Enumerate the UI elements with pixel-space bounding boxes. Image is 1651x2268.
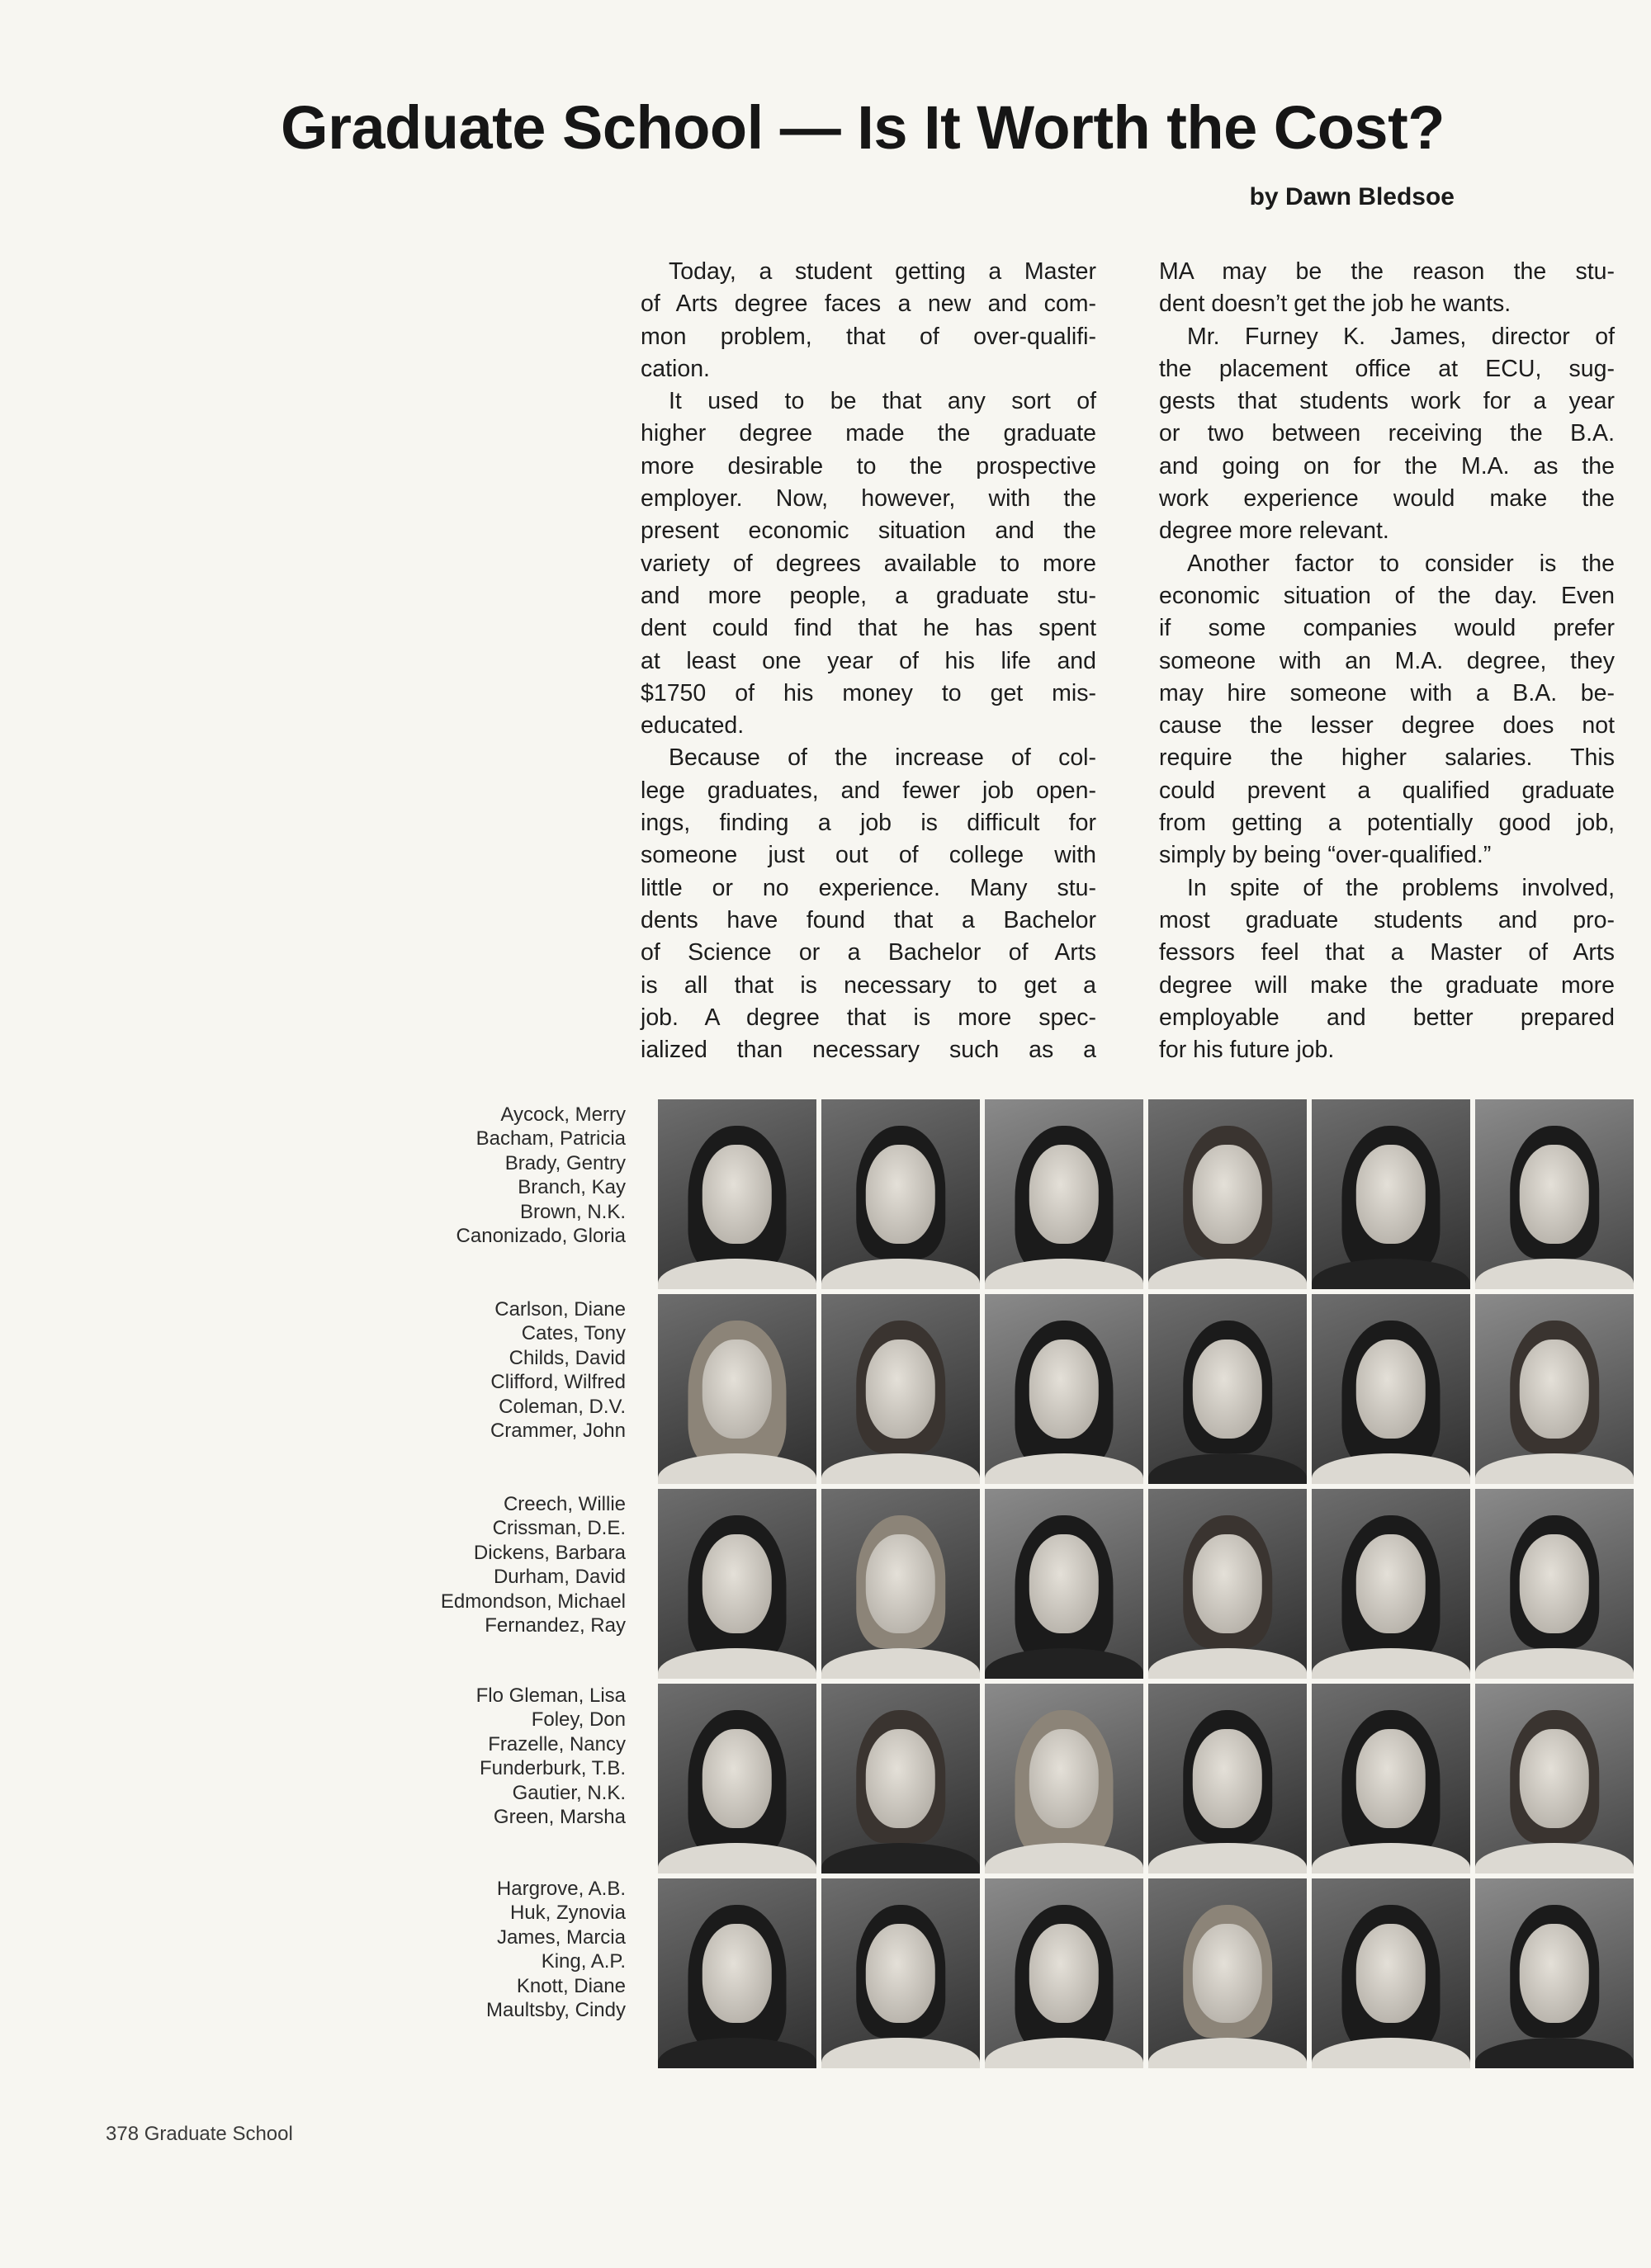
article-line: is all that is necessary to get a [641,971,1096,999]
face-shape [1356,1534,1426,1633]
student-name: Canonizado, Gloria [456,1225,626,1248]
shoulders-shape [985,1843,1143,1873]
student-portrait [1475,1294,1634,1484]
shoulders-shape [1312,1453,1470,1484]
student-name: Bacham, Patricia [475,1127,626,1151]
shoulders-shape [821,1843,980,1873]
article-line: lege graduates, and fewer job open- [641,777,1096,804]
student-name: Carlson, Diane [494,1298,626,1321]
article-column-right [1159,256,1615,1066]
byline: by Dawn Bledsoe [1249,183,1455,210]
article-line: degree more relevant. [1159,517,1389,545]
shoulders-shape [1148,1259,1307,1289]
article-line: cause the lesser degree does not [1159,712,1615,739]
student-portrait [1475,1684,1634,1873]
student-name: Childs, David [509,1346,626,1369]
article-line: dent could find that he has spent [641,615,1096,642]
student-portrait [1148,1294,1307,1484]
shoulders-shape [821,1453,980,1484]
page-title: Graduate School — Is It Worth the Cost? [281,93,1445,162]
article-line: simply by being “over-qualified.” [1159,842,1492,869]
shoulders-shape [821,1259,980,1289]
face-shape [866,1924,935,2023]
student-name: Aycock, Merry [500,1103,626,1126]
shoulders-shape [1475,1453,1634,1484]
student-name: James, Marcia [496,1925,626,1949]
article-line: $1750 of his money to get mis- [641,679,1096,706]
article-line: economic situation of the day. Even [1159,582,1615,609]
article-paragraph [1159,256,1615,321]
student-portrait [985,1099,1143,1289]
student-portrait [821,1684,980,1873]
shoulders-shape [821,1648,980,1679]
name-group [363,1684,626,1829]
shoulders-shape [658,2038,816,2068]
article-paragraph [641,256,1096,385]
student-name: Brown, N.K. [519,1200,626,1223]
student-portrait [985,1294,1143,1484]
article-line: higher degree made the graduate [641,420,1096,447]
student-portrait [1475,1878,1634,2068]
article-line: employable and better prepared [1159,1004,1615,1031]
student-portrait [985,1878,1143,2068]
shoulders-shape [658,1843,816,1873]
face-shape [866,1145,935,1244]
article-line: someone just out of college with [641,842,1096,869]
student-portrait [1475,1099,1634,1289]
face-shape [1520,1340,1589,1439]
student-portrait [1475,1489,1634,1679]
face-shape [1029,1145,1099,1244]
article-line: or two between receiving the B.A. [1159,420,1615,447]
article-paragraph [1159,872,1615,1067]
student-name: Foley, Don [531,1708,626,1732]
student-name: Cates, Tony [521,1322,626,1345]
student-name: Brady, Gentry [504,1151,626,1174]
student-name: Fernandez, Ray [485,1614,626,1637]
article-line: It used to be that any sort of [669,388,1096,415]
article-line: Because of the increase of col- [669,744,1096,772]
article-line: In spite of the problems involved, [1187,874,1615,901]
article-line: most graduate students and pro- [1159,906,1615,933]
shoulders-shape [1312,2038,1470,2068]
student-portrait [985,1489,1143,1679]
article-line: fessors feel that a Master of Arts [1159,939,1615,966]
student-portrait [821,1878,980,2068]
student-portrait [658,1684,816,1873]
student-name: Dickens, Barbara [473,1541,626,1564]
article-line: dents have found that a Bachelor [641,906,1096,933]
student-name: Durham, David [493,1566,626,1589]
article-line: cation. [641,355,710,382]
article-line: more desirable to the prospective [641,452,1096,480]
article-line: ialized than necessary such as a [641,1037,1096,1064]
shoulders-shape [1148,1843,1307,1873]
student-name: Branch, Kay [518,1176,626,1199]
article-paragraph [1159,548,1615,872]
article-line: may hire someone with a B.A. be- [1159,679,1615,706]
student-portrait [1312,1878,1470,2068]
article-line: and more people, a graduate stu- [641,582,1096,609]
article-line: of Arts degree faces a new and com- [641,291,1096,318]
article-line: job. A degree that is more spec- [641,1004,1096,1031]
article-line: little or no experience. Many stu- [641,874,1096,901]
article-line: and going on for the M.A. as the [1159,452,1615,480]
student-portrait [658,1099,816,1289]
article-column-left [641,256,1096,1066]
student-portrait [985,1684,1143,1873]
article-line: ings, finding a job is difficult for [641,810,1096,837]
article-line: Today, a student getting a Master [669,258,1096,285]
article-line: someone with an M.A. degree, they [1159,647,1615,674]
name-group [363,1103,626,1248]
student-name: Funderburk, T.B. [480,1757,626,1780]
shoulders-shape [985,1453,1143,1484]
article-paragraph [641,385,1096,742]
face-shape [866,1729,935,1828]
student-portrait [1312,1294,1470,1484]
page-footer: 378 Graduate School [106,2123,293,2145]
article-line: mon problem, that of over-qualifi- [641,323,1096,350]
shoulders-shape [985,1648,1143,1679]
shoulders-shape [821,2038,980,2068]
face-shape [1520,1729,1589,1828]
article-line: variety of degrees available to more [641,550,1096,577]
shoulders-shape [1475,2038,1634,2068]
face-shape [1356,1924,1426,2023]
student-portrait [1148,1878,1307,2068]
face-shape [1193,1145,1262,1244]
shoulders-shape [985,1259,1143,1289]
face-shape [1193,1924,1262,2023]
student-portrait [1312,1099,1470,1289]
shoulders-shape [658,1648,816,1679]
face-shape [866,1340,935,1439]
student-name: Gautier, N.K. [512,1781,626,1804]
article-line: dent doesn’t get the job he wants. [1159,291,1511,318]
student-portrait [658,1489,816,1679]
shoulders-shape [985,2038,1143,2068]
name-group [363,1297,626,1443]
face-shape [1356,1340,1426,1439]
student-name: Green, Marsha [493,1806,626,1829]
article-line: require the higher salaries. This [1159,744,1615,772]
face-shape [1029,1340,1099,1439]
article-line: for his future job. [1159,1037,1335,1064]
article-line: work experience would make the [1159,485,1615,513]
article-line: Another factor to consider is the [1187,550,1615,577]
student-name: Edmondson, Michael [440,1590,626,1613]
face-shape [703,1340,772,1439]
student-name: Creech, Willie [503,1493,626,1515]
article-line: present economic situation and the [641,517,1096,545]
student-name: Flo Gleman, Lisa [475,1684,626,1707]
article-line: at least one year of his life and [641,647,1096,674]
student-name: Hargrove, A.B. [496,1878,626,1900]
shoulders-shape [1475,1843,1634,1873]
shoulders-shape [1148,2038,1307,2068]
article-line: gests that students work for a year [1159,388,1615,415]
article-line: could prevent a qualified graduate [1159,777,1615,804]
face-shape [1520,1534,1589,1633]
face-shape [1029,1534,1099,1633]
student-portrait [1148,1099,1307,1289]
student-portrait [658,1878,816,2068]
shoulders-shape [1312,1843,1470,1873]
student-name: Clifford, Wilfred [490,1371,626,1394]
student-portrait [821,1099,980,1289]
face-shape [866,1534,935,1633]
article-paragraph [1159,321,1615,548]
article-line: MA may be the reason the stu- [1159,258,1615,285]
student-name: Crissman, D.E. [492,1517,626,1540]
article-paragraph [641,742,1096,1066]
article-line: from getting a potentially good job, [1159,810,1615,837]
shoulders-shape [658,1259,816,1289]
student-portrait [1312,1684,1470,1873]
name-group [363,1877,626,2022]
face-shape [1029,1924,1099,2023]
article-line: the placement office at ECU, sug- [1159,355,1615,382]
student-portrait [1312,1489,1470,1679]
face-shape [1356,1145,1426,1244]
student-portrait [821,1294,980,1484]
student-name: Crammer, John [490,1420,626,1443]
student-name: Knott, Diane [516,1974,626,1997]
face-shape [703,1924,772,2023]
student-portrait [1148,1489,1307,1679]
portrait-grid [658,1099,1634,2068]
shoulders-shape [658,1453,816,1484]
face-shape [703,1145,772,1244]
student-name: Huk, Zynovia [509,1902,626,1925]
face-shape [703,1729,772,1828]
article-line: degree will make the graduate more [1159,971,1615,999]
student-portrait [1148,1684,1307,1873]
article-line: if some companies would prefer [1159,615,1615,642]
shoulders-shape [1312,1648,1470,1679]
student-portrait [658,1294,816,1484]
student-name: Maultsby, Cindy [486,1999,626,2022]
face-shape [1193,1340,1262,1439]
face-shape [1356,1729,1426,1828]
student-portrait [821,1489,980,1679]
article-line: Mr. Furney K. James, director of [1187,323,1615,350]
face-shape [703,1534,772,1633]
name-group [363,1492,626,1637]
shoulders-shape [1475,1648,1634,1679]
face-shape [1520,1924,1589,2023]
face-shape [1193,1534,1262,1633]
student-name: King, A.P. [541,1950,626,1973]
shoulders-shape [1148,1453,1307,1484]
student-name: Frazelle, Nancy [488,1732,626,1755]
shoulders-shape [1148,1648,1307,1679]
shoulders-shape [1475,1259,1634,1289]
face-shape [1029,1729,1099,1828]
face-shape [1193,1729,1262,1828]
face-shape [1520,1145,1589,1244]
shoulders-shape [1312,1259,1470,1289]
article-line: employer. Now, however, with the [641,485,1096,513]
article-line: of Science or a Bachelor of Arts [641,939,1096,966]
student-name: Coleman, D.V. [499,1395,626,1418]
article-line: educated. [641,712,745,739]
